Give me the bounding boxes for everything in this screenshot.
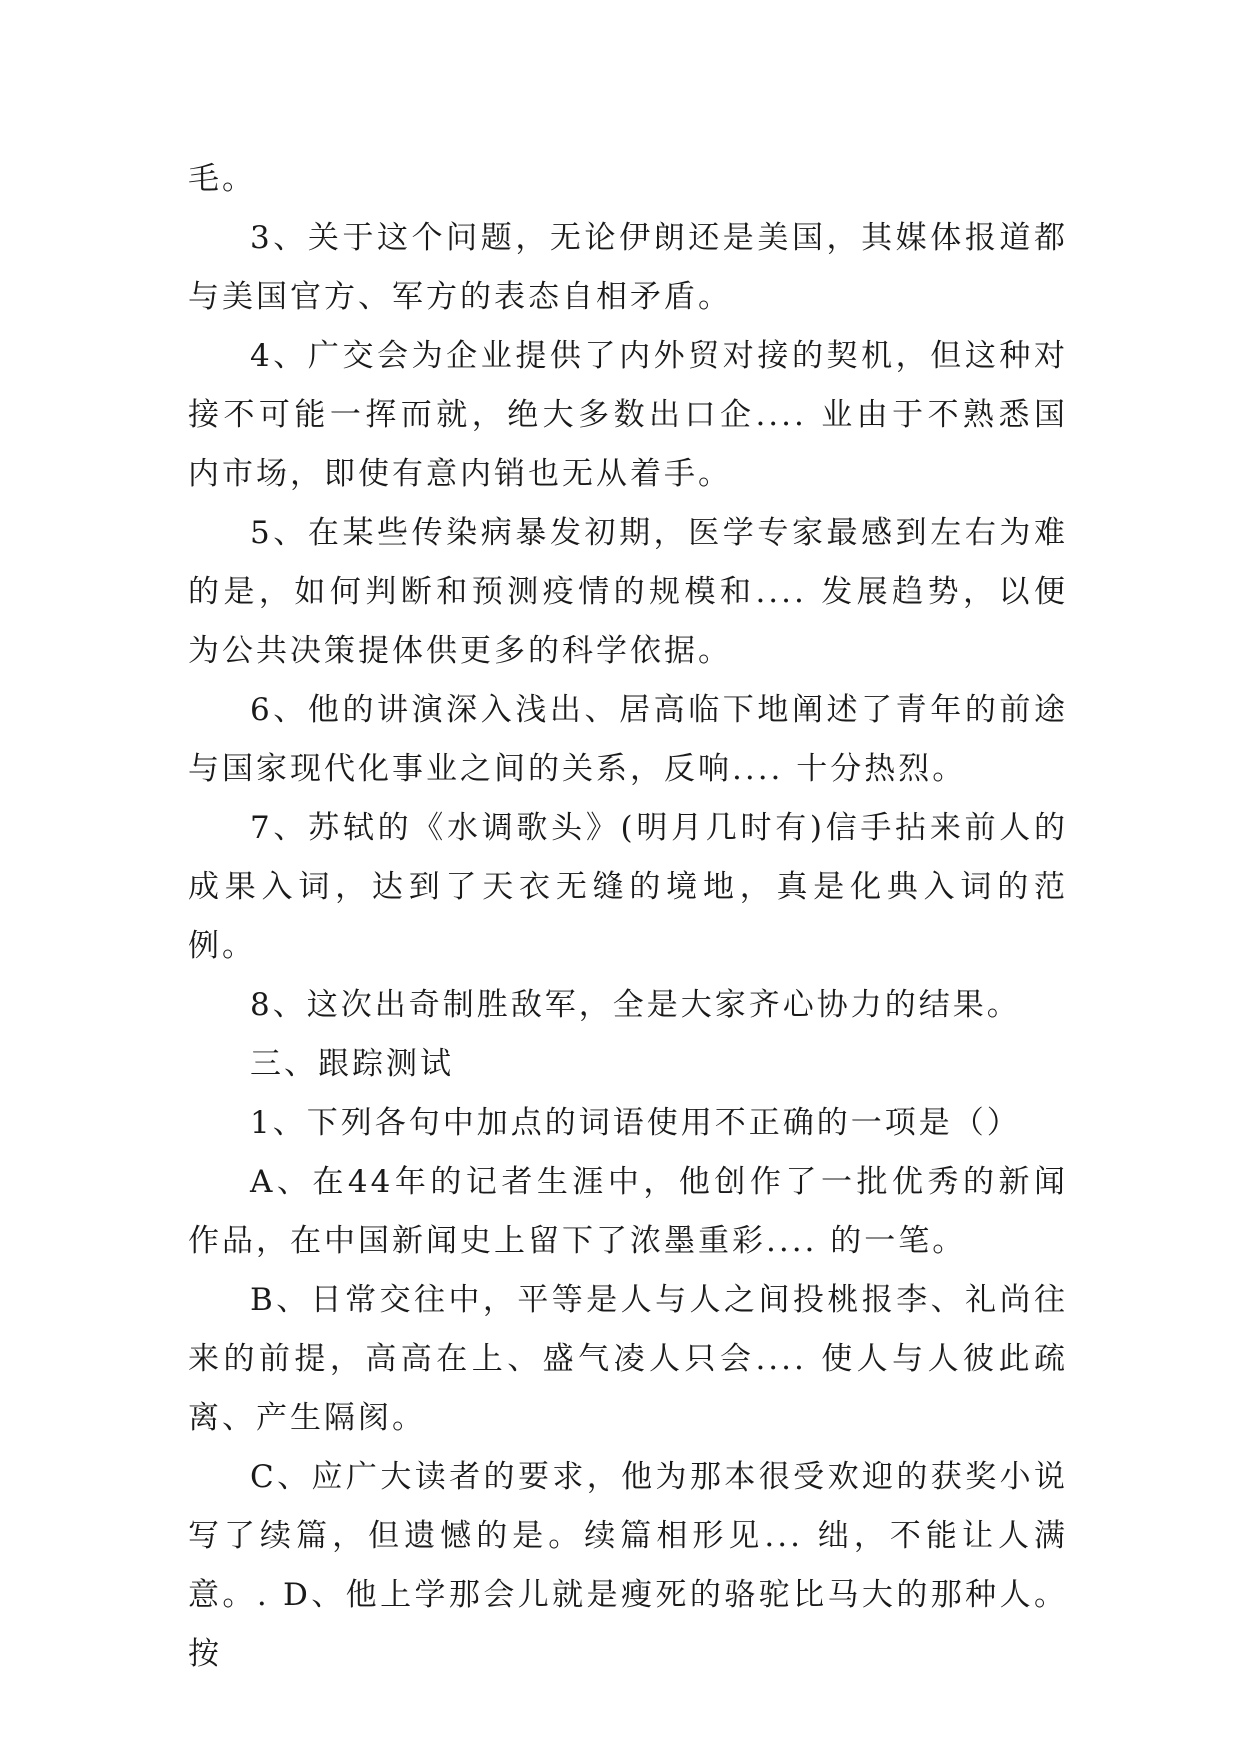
paragraph-continuation: 毛。 [188,161,256,197]
paragraph-item-6: 6、他的讲演深入浅出、居高临下地阐述了青年的前途与国家现代化事业之间的关系，反响.... 十分热烈。 [188,692,1068,787]
option-b: B、日常交往中，平等是人与人之间投桃报李、礼尚往来的前提，高高在上、盛气凌人只会.... 使人与人彼此疏离、产生隔阂。 [188,1282,1068,1436]
question-1: 1、下列各句中加点的词语使用不正确的一项是（） [250,1105,1021,1141]
document-body [188,150,1068,1684]
option-a: A、在44年的记者生涯中，他创作了一批优秀的新闻作品，在中国新闻史上留下了浓墨重彩.... 的一笔。 [188,1164,1068,1259]
paragraph-item-5: 5、在某些传染病暴发初期，医学专家最感到左右为难的是，如何判断和预测疫情的规模和.... 发展趋势，以便为公共决策提体供更多的科学依据。 [188,515,1068,669]
paragraph-item-4: 4、广交会为企业提供了内外贸对接的契机，但这种对接不可能一挥而就，绝大多数出口企.... 业由于不熟悉国内市场，即使有意内销也无从着手。 [188,338,1068,492]
section-heading-tracking-test: 三、跟踪测试 [250,1046,454,1082]
paragraph-item-8: 8、这次出奇制胜敌军，全是大家齐心协力的结果。 [250,987,1021,1023]
option-c-d: C、应广大读者的要求，他为那本很受欢迎的获奖小说写了续篇，但遗憾的是。续篇相形见... 绌，不能让人满意。. D、他上学那会儿就是瘦死的骆驼比马大的那种人。按 [188,1459,1068,1672]
paragraph-item-3: 3、关于这个问题，无论伊朗还是美国，其媒体报道都与美国官方、军方的表态自相矛盾。 [188,220,1068,315]
paragraph-item-7: 7、苏轼的《水调歌头》(明月几时有)信手拈来前人的成果入词，达到了天衣无缝的境地，真是化典入词的范例。 [188,810,1068,964]
